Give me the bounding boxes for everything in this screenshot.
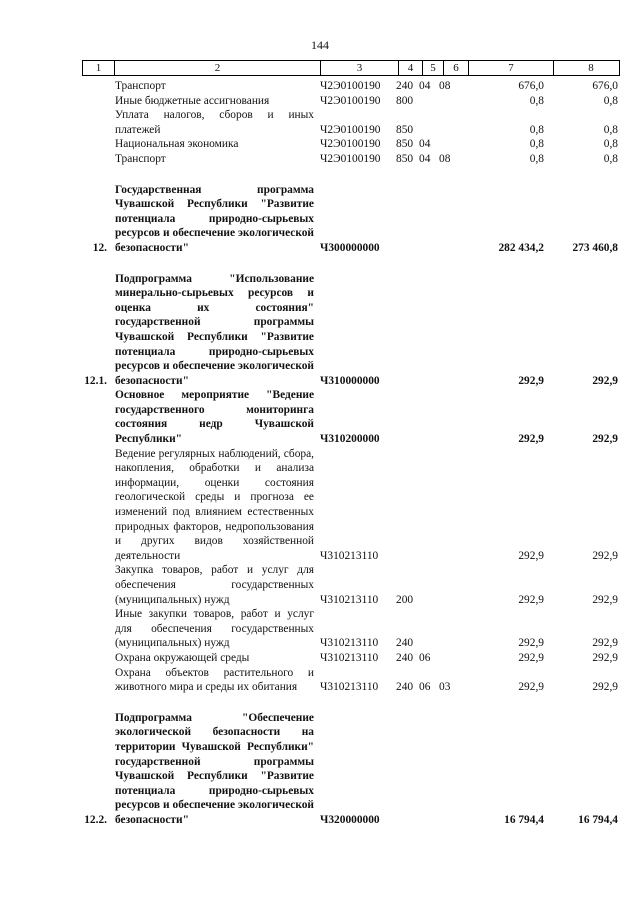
- header-cell-3: 3: [321, 61, 399, 75]
- row-amount-col8: 292,9: [592, 593, 618, 606]
- row-amount-col8: 273 460,8: [572, 241, 618, 254]
- row-amount-col7: 282 434,2: [498, 241, 544, 254]
- row-expense-type: 800: [396, 94, 414, 107]
- page-number: 144: [311, 38, 329, 52]
- row-amount-col7: 292,9: [518, 681, 544, 694]
- row-section: 04: [419, 138, 431, 151]
- row-amount-col8: 292,9: [592, 433, 618, 446]
- table-row: [82, 183, 620, 256]
- header-cell-6: 6: [444, 61, 469, 75]
- row-expense-type: 240: [396, 651, 414, 664]
- budget-table: [82, 60, 620, 828]
- row-name: Транспорт: [115, 80, 166, 92]
- row-amount-col7: 292,9: [518, 549, 544, 562]
- row-name: Транспорт: [115, 152, 166, 165]
- header-cell-4: 4: [399, 61, 423, 75]
- row-name: Охрана объектов растительного и животного мира и среды их обитания: [115, 666, 314, 694]
- row-amount-col8: 292,9: [592, 637, 618, 650]
- row-amount-col7: 292,9: [518, 374, 544, 387]
- row-target-code: Ч300000000: [320, 241, 380, 254]
- table-header-row: [82, 60, 620, 76]
- row-name: Государственная программа Чувашской Республики "Развитие потенциала природно-сырьевых ресурсов и обеспечение экологической безопасности": [115, 183, 314, 254]
- row-amount-col8: 0,8: [603, 123, 618, 136]
- row-section: 06: [419, 651, 431, 664]
- row-amount-col8: 0,8: [603, 152, 618, 165]
- row-amount-col8: 292,9: [592, 374, 618, 387]
- table-row: [82, 137, 620, 152]
- row-spacer: [82, 695, 620, 711]
- row-name: Подпрограмма "Обеспечение экологической безопасности на территории Чувашской Республики" государственной программы Чувашской Республики "Развитие потенциала природно-сырьевых ресурсов и обеспечение экологической безопасности": [115, 711, 314, 826]
- header-cell-1: 1: [83, 61, 115, 75]
- row-amount-col8: 0,8: [603, 138, 618, 151]
- row-name: Подпрограмма "Использование минерально-сырьевых ресурсов и оценка их состояния" государственной программы Чувашской Республики "Развитие потенциала природно-сырьевых ресурсов и обеспечение экологической безопасности": [115, 272, 314, 387]
- row-subsection: 08: [439, 80, 451, 92]
- row-target-code: Ч2Э0100190: [320, 123, 381, 136]
- row-amount-col7: 292,9: [518, 593, 544, 606]
- table-row: [82, 651, 620, 666]
- row-amount-col7: 0,8: [529, 94, 544, 107]
- table-row: [82, 388, 620, 446]
- row-spacer: [82, 167, 620, 183]
- row-target-code: Ч310213110: [320, 593, 379, 606]
- table-row: [82, 447, 620, 564]
- row-number: 12.: [92, 241, 107, 254]
- row-name: Уплата налогов, сборов и иных платежей: [115, 109, 314, 136]
- row-target-code: Ч320000000: [320, 813, 380, 826]
- row-target-code: Ч2Э0100190: [320, 94, 381, 107]
- row-name: Охрана окружающей среды: [115, 651, 250, 664]
- table-row: [82, 272, 620, 389]
- row-amount-col8: 292,9: [592, 549, 618, 562]
- row-target-code: Ч2Э0100190: [320, 138, 381, 151]
- row-amount-col7: 0,8: [529, 152, 544, 165]
- row-target-code: Ч310213110: [320, 637, 379, 650]
- row-target-code: Ч2Э0100190: [320, 80, 381, 92]
- row-amount-col7: 0,8: [529, 138, 544, 151]
- row-amount-col8: 0,8: [603, 94, 618, 107]
- table-row: [82, 607, 620, 651]
- row-subsection: 08: [439, 152, 451, 165]
- row-section: 04: [419, 152, 431, 165]
- row-amount-col8: 292,9: [592, 681, 618, 694]
- table-row: [82, 666, 620, 695]
- row-amount-col8: 16 794,4: [578, 813, 618, 826]
- header-cell-7: 7: [469, 61, 554, 75]
- row-target-code: Ч310213110: [320, 651, 379, 664]
- row-amount-col8: 676,0: [592, 80, 618, 92]
- row-number: 12.2.: [84, 813, 107, 826]
- row-amount-col7: 292,9: [518, 651, 544, 664]
- row-name: Иные бюджетные ассигнования: [115, 94, 270, 107]
- row-section: 06: [419, 681, 431, 694]
- row-amount-col7: 0,8: [529, 123, 544, 136]
- table-row: [82, 152, 620, 167]
- row-name: Ведение регулярных наблюдений, сбора, накопления, обработки и анализа информации, оценки состояния геологической среды и прогноза ее изменений под влиянием естественных природных факторов, недропользования и других видов хозяйственной деятельности: [115, 447, 314, 562]
- row-name: Иные закупки товаров, работ и услуг для обеспечения государственных (муниципальных) нужд: [115, 608, 314, 650]
- row-expense-type: 240: [396, 637, 414, 650]
- row-target-code: Ч310213110: [320, 549, 379, 562]
- row-amount-col7: 676,0: [518, 80, 544, 92]
- row-subsection: 03: [439, 681, 451, 694]
- table-row: [82, 79, 620, 94]
- row-expense-type: 240: [396, 681, 414, 694]
- row-name: Основное мероприятие "Ведение государственного мониторинга состояния недр Чувашской Республики": [115, 389, 314, 446]
- header-cell-2: 2: [115, 61, 321, 75]
- row-section: 04: [419, 80, 431, 92]
- row-amount-col8: 292,9: [592, 651, 618, 664]
- row-target-code: Ч310213110: [320, 681, 379, 694]
- row-spacer: [82, 256, 620, 272]
- row-amount-col7: 292,9: [518, 433, 544, 446]
- table-body: [82, 79, 620, 828]
- row-amount-col7: 16 794,4: [504, 813, 544, 826]
- row-expense-type: 850: [396, 152, 414, 165]
- row-number: 12.1.: [84, 374, 107, 387]
- row-expense-type: 200: [396, 593, 414, 606]
- row-expense-type: 850: [396, 138, 414, 151]
- table-row: [82, 108, 620, 137]
- row-target-code: Ч310200000: [320, 433, 380, 446]
- table-row: [82, 94, 620, 109]
- row-amount-col7: 292,9: [518, 637, 544, 650]
- row-name: Закупка товаров, работ и услуг для обеспечения государственных (муниципальных) нужд: [115, 564, 314, 606]
- row-expense-type: 850: [396, 123, 414, 136]
- header-cell-8: 8: [588, 62, 594, 74]
- row-target-code: Ч2Э0100190: [320, 152, 381, 165]
- table-row: [82, 563, 620, 607]
- header-cell-5: 5: [423, 61, 444, 75]
- row-target-code: Ч310000000: [320, 374, 380, 387]
- table-row: [82, 711, 620, 828]
- row-expense-type: 240: [396, 80, 414, 92]
- row-name: Национальная экономика: [115, 138, 239, 151]
